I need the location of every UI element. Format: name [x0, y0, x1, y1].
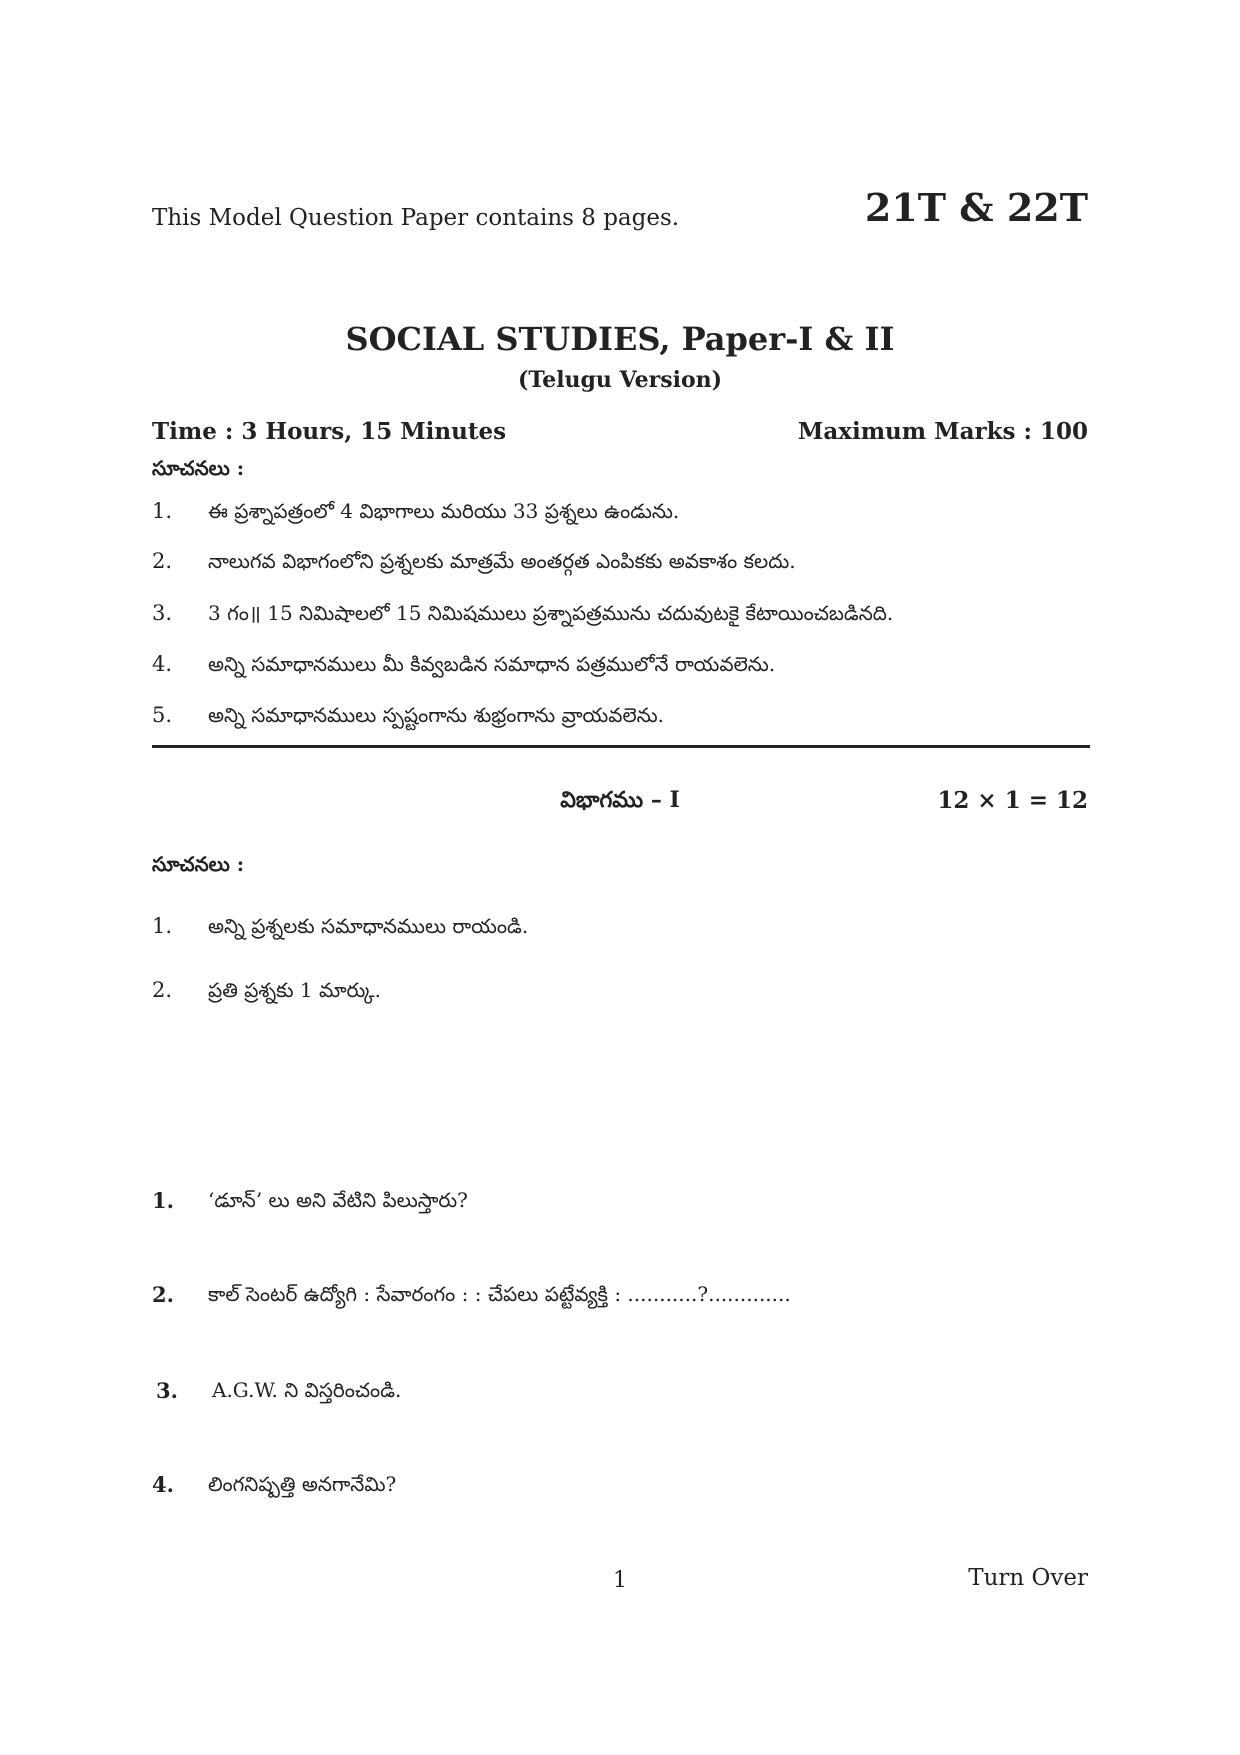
question-row	[152, 1472, 396, 1501]
pages-note: This Model Question Paper contains 8 pages.	[152, 205, 680, 231]
list-item	[152, 914, 528, 943]
list-item	[152, 652, 775, 681]
list-item-number: 2.	[152, 549, 173, 573]
question-text: కాల్ సెంటర్ ఉద్యోగి : సేవారంగం : : చేపలు పట్టేవ్యక్తి : ...........?.............	[208, 1282, 791, 1306]
list-item	[152, 601, 893, 630]
instructions-heading: సూచనలు :	[152, 456, 245, 480]
list-item-number: 1.	[152, 914, 173, 938]
list-item	[152, 978, 381, 1007]
section-marks: 12 × 1 = 12	[937, 787, 1088, 814]
list-item-text: అన్ని ప్రశ్నలకు సమాధానములు రాయండి.	[208, 914, 529, 938]
list-item-number: 2.	[152, 978, 173, 1002]
section-divider	[152, 745, 1090, 748]
question-text: A.G.W. ని విస్తరించండి.	[212, 1378, 402, 1402]
list-item-number: 5.	[152, 703, 173, 727]
section-instructions-heading: సూచనలు :	[152, 852, 245, 876]
question-number: 4.	[152, 1472, 174, 1497]
list-item-text: ఈ ప్రశ్నాపత్రంలో 4 విభాగాలు మరియు 33 ప్రశ్నలు ఉండును.	[208, 499, 680, 523]
question-row	[156, 1378, 401, 1407]
question-number: 1.	[152, 1188, 174, 1213]
question-number: 2.	[152, 1282, 174, 1307]
list-item-text: నాలుగవ విభాగంలోని ప్రశ్నలకు మాత్రమే అంతర్గత ఎంపికకు అవకాశం కలదు.	[208, 549, 796, 573]
question-row	[152, 1188, 468, 1217]
version-label: (Telugu Version)	[517, 367, 723, 393]
list-item-number: 1.	[152, 499, 173, 523]
question-text: లింగనిష్పత్తి అనగానేమి?	[208, 1472, 397, 1496]
turn-over-note: Turn Over	[968, 1565, 1088, 1591]
section-label: విభాగము – I	[560, 787, 680, 813]
list-item-number: 4.	[152, 652, 173, 676]
list-item	[152, 703, 664, 732]
question-text: ‘డూన్’ లు అని వేటిని పిలుస్తారు?	[208, 1188, 468, 1212]
list-item-text: ప్రతి ప్రశ్నకు 1 మార్కు.	[208, 978, 382, 1002]
question-row	[152, 1282, 791, 1311]
max-marks: Maximum Marks : 100	[797, 418, 1088, 445]
exam-time: Time : 3 Hours, 15 Minutes	[152, 418, 507, 445]
list-item-text: అన్ని సమాధానములు స్పష్టంగాను శుభ్రంగాను వ్రాయవలెను.	[208, 703, 664, 727]
list-item	[152, 549, 796, 578]
list-item-text: 3 గం॥ 15 నిమిషాలలో 15 నిమిషములు ప్రశ్నాపత్రమును చదువుటకై కేటాయించబడినది.	[208, 601, 894, 625]
list-item-text: అన్ని సమాధానములు మీ కివ్వబడిన సమాధాన పత్రములోనే రాయవలెను.	[208, 652, 776, 676]
paper-code: 21T & 22T	[864, 185, 1088, 230]
list-item	[152, 499, 679, 528]
page-number: 1	[613, 1568, 627, 1593]
subject-title: SOCIAL STUDIES, Paper-I & II	[345, 320, 895, 358]
question-number: 3.	[156, 1378, 178, 1403]
list-item-number: 3.	[152, 601, 173, 625]
